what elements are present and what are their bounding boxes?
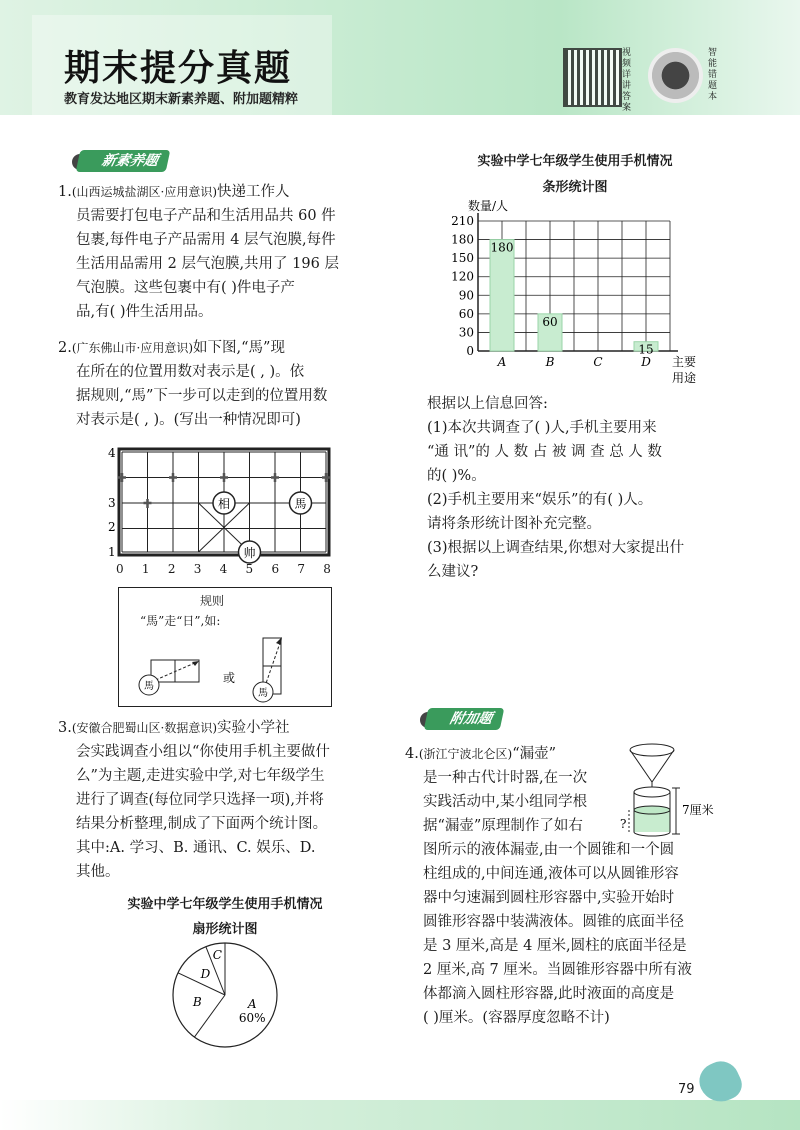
- q2-source: (广东佛山市·应用意识): [71, 341, 194, 355]
- water-clock-diagram: [612, 742, 732, 842]
- qr-label: 视频详讲答案: [622, 48, 632, 113]
- page-number: 79: [678, 1082, 695, 1097]
- pie-slice-label: B: [192, 995, 202, 1010]
- answer-intro: 根据以上信息回答:: [427, 396, 548, 412]
- q1-line: 包裹,每件电子产品需用 4 层气泡膜,每件: [76, 232, 336, 248]
- answer-line: 么建议?: [427, 564, 479, 580]
- q4-line: “漏壶”: [512, 746, 557, 762]
- y-tick-label: 4: [108, 446, 116, 460]
- y-tick-label: 2: [108, 520, 116, 534]
- x-tick-label: 8: [323, 562, 331, 576]
- bar-value-label: 60: [542, 314, 558, 329]
- q3-line: 么”为主题,走进实验中学,对七年级学生: [76, 768, 325, 784]
- chess-board: [100, 440, 340, 580]
- x-tick-label: 0: [116, 562, 124, 576]
- pie-value-label: 60%: [238, 1010, 266, 1025]
- q4-number: 4.: [405, 746, 419, 762]
- rule-ma-label: 馬: [258, 688, 268, 699]
- qr-code-icon[interactable]: [563, 48, 622, 107]
- q4-line: ( )厘米。(容器厚度忽略不计): [423, 1010, 610, 1026]
- x-tick-label: 4: [219, 562, 228, 576]
- bar-category-label: B: [545, 355, 555, 369]
- height-label: 7厘米: [682, 803, 714, 817]
- q4-line: 器中匀速漏到圆柱形容器中,实验开始时: [423, 890, 675, 906]
- x-tick-label: 6: [271, 562, 280, 576]
- answer-line: “通 讯”的 人 数 占 被 调 查 总 人 数: [427, 444, 662, 460]
- q4-line: 是一种古代计时器,在一次: [423, 770, 588, 786]
- section-tag-new: 新素养题: [76, 150, 171, 172]
- book-label: 智能错题本: [708, 48, 718, 102]
- bar-category-label: C: [593, 355, 603, 369]
- pie-chart: [170, 940, 280, 1050]
- page-title: 期末提分真题: [64, 48, 293, 89]
- q1-line: 气泡膜。这些包裹中有( )件电子产: [76, 280, 295, 296]
- page-subtitle: 教育发达地区期末新素养题、附加题精粹: [64, 92, 299, 107]
- x-tick-label: 2: [167, 562, 176, 576]
- piece-ma-label: 馬: [294, 497, 307, 511]
- footer-band: [0, 1100, 800, 1130]
- bar-category-label: D: [641, 355, 651, 369]
- q4-line: 圆锥形容器中装满液体。圆锥的底面半径: [423, 914, 684, 930]
- q1-line: 员需要打包电子产品和生活用品共 60 件: [76, 208, 336, 224]
- bar-chart-title: 实验中学七年级学生使用手机情况: [477, 154, 673, 169]
- q2-line: 据规则,“馬”下一步可以走到的位置用数: [76, 388, 328, 404]
- q1-line: 快递工作人: [217, 184, 290, 200]
- bar-y-axis-label: 数量/人: [468, 199, 509, 213]
- question-3: [58, 716, 388, 884]
- bar-x-axis-label: 主要: [672, 355, 697, 369]
- y-tick-label: 1: [108, 545, 116, 559]
- bar-chart: [440, 196, 710, 391]
- q3-line: 进行了调查(每位同学只选择一项),并将: [76, 792, 324, 808]
- q3-line: 实验小学社: [217, 720, 290, 736]
- unknown-height-label: ?: [620, 817, 627, 831]
- pie-chart-title: 实验中学七年级学生使用手机情况: [127, 897, 323, 912]
- answer-line: (3)根据以上调查结果,你想对大家提出什: [427, 540, 685, 556]
- bar-y-tick-label: 0: [466, 344, 474, 358]
- rule-ma-label: 馬: [144, 681, 154, 692]
- bar-y-tick-label: 120: [451, 269, 474, 284]
- answer-line: (1)本次共调查了( )人,手机主要用来: [427, 420, 657, 436]
- q1-line: 品,有( )件生活用品。: [76, 304, 213, 320]
- section-tag-bonus: 附加题: [424, 708, 505, 730]
- board-x-labels: [116, 562, 331, 576]
- rule-text: “馬”走“日”,如:: [140, 614, 221, 628]
- answer-line: (2)手机主要用来“娱乐”的有( )人。: [427, 492, 653, 508]
- pie-slice-label: D: [200, 967, 211, 982]
- q1-line: 生活用品需用 2 层气泡膜,共用了 196 层: [76, 256, 339, 272]
- q3-source: (安徽合肥蜀山区·数据意识): [71, 721, 218, 735]
- bar-y-tick-label: 90: [458, 288, 474, 303]
- q3-line: 其中:A. 学习、B. 通讯、C. 娱乐、D.: [76, 840, 316, 856]
- q3-line: 结果分析整理,制成了下面两个统计图。: [76, 816, 328, 832]
- q3-number: 3.: [58, 720, 72, 736]
- x-tick-label: 5: [245, 562, 254, 576]
- q1-source: (山西运城盐湖区·应用意识): [71, 185, 218, 199]
- bar-value-label: 15: [638, 342, 654, 357]
- pie-slice-label: C: [212, 948, 222, 963]
- answer-line: 的( )%。: [427, 468, 486, 484]
- bar: [490, 240, 514, 351]
- bar-y-tick-label: 180: [451, 232, 474, 247]
- q4-line: 图所示的液体漏壶,由一个圆锥和一个圆: [423, 842, 675, 858]
- bar-x-axis-label: 用途: [672, 371, 697, 385]
- q2-line: 在所在的位置用数对表示是( , )。依: [76, 364, 305, 380]
- error-book-icon[interactable]: [648, 48, 703, 103]
- y-tick-label: 3: [108, 496, 116, 510]
- q3-line: 其他。: [76, 864, 120, 880]
- q2-line: 如下图,“馬”现: [193, 340, 285, 356]
- rule-or: 或: [223, 671, 236, 685]
- q3-line: 会实践调查小组以“你使用手机主要做什: [76, 744, 330, 760]
- q4-line: 体都滴入圆柱形容器,此时液面的高度是: [423, 986, 675, 1002]
- bar-value-label: 180: [490, 240, 514, 255]
- piece-shuai-label: 帅: [243, 546, 256, 560]
- pie-chart-subtitle: 扇形统计图: [192, 922, 258, 937]
- q4-line: 实践活动中,某小组同学根: [423, 794, 588, 810]
- q1-number: 1.: [58, 184, 72, 200]
- q4-line: 据“漏壶”原理制作了如右: [423, 818, 583, 834]
- x-tick-label: 3: [193, 562, 202, 576]
- bar-y-tick-label: 150: [451, 251, 474, 266]
- answer-line: 请将条形统计图补充完整。: [427, 516, 601, 532]
- q4-line: 柱组成的,中间连通,液体可以从圆锥形容: [423, 866, 679, 882]
- q3-answers: [427, 392, 722, 584]
- bar-y-tick-label: 210: [451, 214, 474, 228]
- question-2: [58, 336, 388, 432]
- pie-slice-label: A: [247, 996, 257, 1011]
- x-tick-label: 7: [297, 562, 305, 576]
- q4-source: (浙江宁波北仑区): [418, 747, 513, 761]
- q2-number: 2.: [58, 340, 72, 356]
- question-1: [58, 180, 388, 324]
- q4-line: 2 厘米,高 7 厘米。当圆锥形容器中所有液: [423, 962, 692, 978]
- rule-title: 规则: [200, 594, 225, 608]
- x-tick-label: 1: [141, 562, 150, 576]
- bar-y-tick-label: 30: [458, 325, 474, 340]
- bar-chart-subtitle: 条形统计图: [542, 180, 608, 195]
- piece-xiang-label: 相: [217, 497, 231, 511]
- bar-category-label: A: [497, 355, 507, 369]
- q2-line: 对表示是( , )。(写出一种情况即可): [76, 412, 301, 428]
- bar-y-tick-label: 60: [458, 306, 474, 321]
- q4-line: 是 3 厘米,高是 4 厘米,圆柱的底面半径是: [423, 938, 687, 954]
- rule-diagram: [125, 628, 325, 704]
